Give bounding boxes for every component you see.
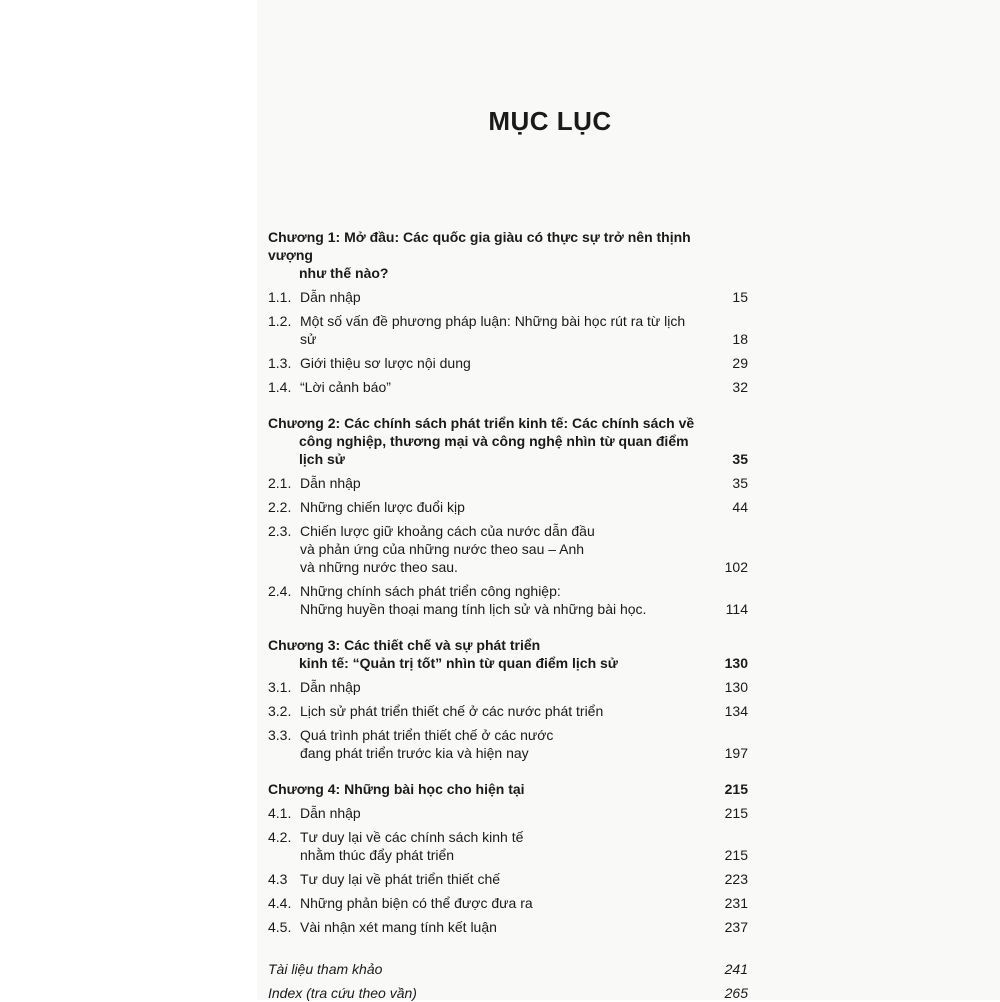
- reference-entry: [268, 984, 748, 1002]
- page-number: 44: [732, 499, 748, 515]
- toc-entry: [268, 678, 748, 696]
- page-number: 241: [724, 961, 748, 977]
- section-title: Lịch sử phát triển thiết chế ở các nước phát triển: [300, 703, 604, 719]
- section-number: 4.1.: [268, 805, 292, 821]
- chapter-title-line: Chương 1: Mở đầu: Các quốc gia giàu có thực sự trở nên thịnh vượng: [268, 229, 691, 263]
- chapter-title-line: như thế nào?: [299, 265, 389, 281]
- section-number: 4.2.: [268, 829, 292, 845]
- reference-title: Index (tra cứu theo vần): [268, 985, 417, 1001]
- page-number: 35: [732, 475, 748, 491]
- section-title: Tư duy lại về phát triển thiết chế: [300, 871, 501, 887]
- chapter-title-line: Chương 2: Các chính sách phát triển kinh tế: Các chính sách về: [268, 415, 695, 431]
- chapter-gap: [268, 396, 748, 414]
- page-number: 15: [732, 289, 748, 305]
- section-number: 3.1.: [268, 679, 292, 695]
- section-number: 2.3.: [268, 523, 292, 539]
- page-number: 215: [724, 805, 748, 821]
- reference-title: Tài liệu tham khảo: [268, 961, 383, 977]
- chapter-page-number: 215: [724, 781, 748, 797]
- section-number: 1.1.: [268, 289, 292, 305]
- section-title: Quá trình phát triển thiết chế ở các nước đang phát triển trước kia và hiện nay: [300, 727, 554, 761]
- chapter-page-number: 130: [724, 655, 748, 671]
- chapter-heading: [268, 228, 748, 282]
- page-number: 134: [724, 703, 748, 719]
- table-of-contents: [268, 228, 748, 1002]
- page-number: 18: [732, 331, 748, 347]
- chapter-title-line: công nghiệp, thương mại và công nghệ nhìn từ quan điểm lịch sử: [299, 433, 689, 467]
- section-number: 1.2.: [268, 313, 292, 329]
- page-number: 223: [724, 871, 748, 887]
- section-number: 1.4.: [268, 379, 292, 395]
- section-title: Những phản biện có thể được đưa ra: [300, 895, 533, 911]
- page-number: 197: [724, 745, 748, 761]
- toc-entry: [268, 828, 748, 864]
- section-title: Những chiến lược đuổi kịp: [300, 499, 465, 515]
- chapter-title-line: kinh tế: “Quản trị tốt” nhìn từ quan điểm lịch sử: [299, 655, 618, 671]
- toc-entry: [268, 918, 748, 936]
- chapter-heading: [268, 636, 748, 672]
- section-title: Những chính sách phát triển công nghiệp: Những huyền thoại mang tính lịch sử và những bài học.: [300, 583, 647, 617]
- chapter-title-line: Chương 3: Các thiết chế và sự phát triển: [268, 637, 541, 653]
- section-number: 4.3: [268, 871, 288, 887]
- section-gap: [268, 936, 748, 954]
- section-title: Giới thiệu sơ lược nội dung: [300, 355, 471, 371]
- toc-entry: [268, 582, 748, 618]
- section-number: 3.2.: [268, 703, 292, 719]
- section-title: Dẫn nhập: [300, 805, 361, 821]
- toc-entry: [268, 288, 748, 306]
- page-number: 114: [725, 601, 748, 617]
- toc-entry: [268, 894, 748, 912]
- toc-entry: [268, 378, 748, 396]
- section-title: Dẫn nhập: [300, 289, 361, 305]
- toc-entry: [268, 474, 748, 492]
- page-number: 130: [724, 679, 748, 695]
- page-number: 102: [724, 559, 748, 575]
- page-number: 265: [724, 985, 748, 1001]
- section-title: Vài nhận xét mang tính kết luận: [300, 919, 497, 935]
- toc-entry: [268, 498, 748, 516]
- page-title: MỤC LỤC: [488, 106, 612, 136]
- section-number: 3.3.: [268, 727, 292, 743]
- section-title: Dẫn nhập: [300, 475, 361, 491]
- chapter-gap: [268, 762, 748, 780]
- page-number: 32: [732, 379, 748, 395]
- toc-entry: [268, 354, 748, 372]
- section-number: 2.2.: [268, 499, 292, 515]
- section-number: 2.1.: [268, 475, 292, 491]
- section-number: 4.5.: [268, 919, 292, 935]
- section-title: Tư duy lại về các chính sách kinh tế nhằm thúc đẩy phát triển: [300, 829, 524, 863]
- toc-entry: [268, 522, 748, 576]
- chapter-gap: [268, 618, 748, 636]
- section-title: Dẫn nhập: [300, 679, 361, 695]
- chapter-page-number: 35: [732, 451, 748, 467]
- page-number: 29: [732, 355, 748, 371]
- toc-entry: [268, 702, 748, 720]
- section-number: 1.3.: [268, 355, 292, 371]
- toc-entry: [268, 312, 748, 348]
- section-title: Chiến lược giữ khoảng cách của nước dẫn đầu và phản ứng của những nước theo sau – Anh và những nước theo sau.: [300, 523, 595, 575]
- section-title: Một số vấn đề phương pháp luận: Những bài học rút ra từ lịch sử: [300, 313, 686, 347]
- section-number: 4.4.: [268, 895, 292, 911]
- chapter-heading: [268, 780, 748, 798]
- toc-entry: [268, 726, 748, 762]
- page-number: 215: [724, 847, 748, 863]
- page-number: 231: [724, 895, 748, 911]
- page-number: 237: [724, 919, 748, 935]
- toc-entry: [268, 804, 748, 822]
- section-number: 2.4.: [268, 583, 292, 599]
- reference-entry: [268, 960, 748, 978]
- chapter-title-line: Chương 4: Những bài học cho hiện tại: [268, 781, 525, 797]
- chapter-heading: [268, 414, 748, 468]
- toc-entry: [268, 870, 748, 888]
- section-title: “Lời cảnh báo”: [300, 379, 391, 395]
